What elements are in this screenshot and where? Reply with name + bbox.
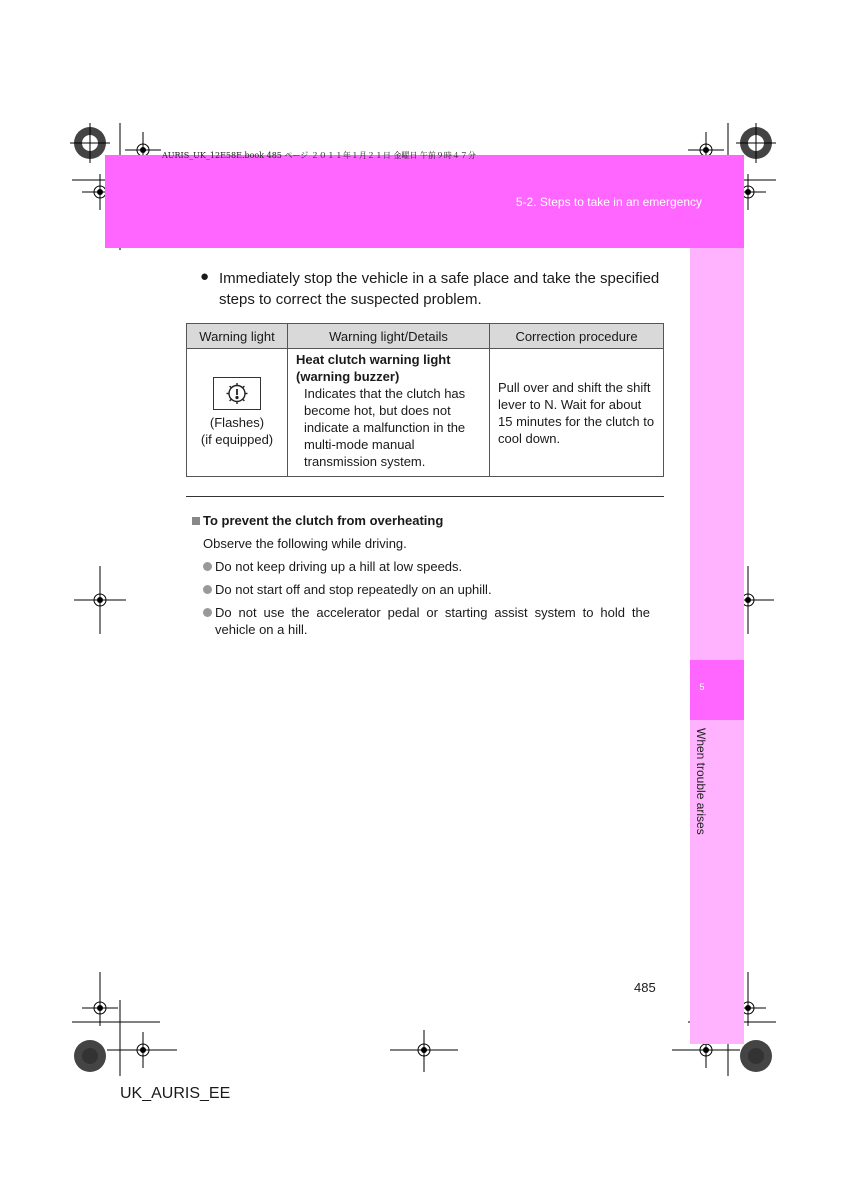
warning-table — [186, 323, 664, 477]
bullet-list — [203, 558, 650, 644]
intro-bullet: ● — [200, 268, 210, 285]
registration-target-bottom-right — [740, 1040, 772, 1072]
col-header-warning-light: Warning light — [187, 324, 288, 349]
registration-target-top-left — [70, 123, 110, 163]
col-header-details: Warning light/Details — [288, 324, 490, 349]
chapter-number: 5 — [699, 682, 705, 692]
table-header-row — [187, 324, 664, 349]
section-heading-text: To prevent the clutch from overheating — [203, 513, 444, 528]
bullet-dot-icon — [203, 608, 212, 617]
details-title: Heat clutch warning light (warning buzzer) — [296, 352, 451, 384]
list-item — [203, 558, 650, 575]
warning-light-cell — [187, 349, 288, 477]
details-body: Indicates that the clutch has become hot, but does not indicate a malfunction in the multi-mode manual transmission system. — [304, 386, 466, 469]
light-caption-flashes: (Flashes) — [209, 415, 265, 430]
page-number: 485 — [634, 980, 656, 995]
section-heading — [192, 513, 443, 528]
clutch-overheat-warning-icon — [213, 377, 261, 410]
list-item-text: Do not start off and stop repeatedly on an uphill. — [215, 582, 492, 597]
divider — [186, 496, 664, 497]
list-item — [203, 604, 650, 638]
square-bullet-icon — [192, 517, 200, 525]
list-item — [203, 581, 650, 598]
light-caption-equipped: (if equipped) — [200, 432, 274, 447]
registration-target-bottom-left — [74, 1040, 106, 1072]
col-header-correction: Correction procedure — [490, 324, 664, 349]
footer-code: UK_AURIS_EE — [120, 1085, 231, 1102]
chapter-label: When trouble arises — [694, 728, 708, 835]
correction-cell: Pull over and shift the shift lever to N. Wait for about 15 minutes for the clutch to cool down. — [490, 349, 664, 477]
details-cell — [288, 349, 490, 477]
list-item-text: Do not keep driving up a hill at low speeds. — [215, 559, 463, 574]
chapter-tab — [690, 248, 744, 1044]
bullet-dot-icon — [203, 562, 212, 571]
bullet-dot-icon — [203, 585, 212, 594]
intro-text: Immediately stop the vehicle in a safe place and take the specified steps to correct the suspected problem. — [219, 270, 660, 308]
section-lead: Observe the following while driving. — [203, 536, 407, 551]
list-item-text: Do not use the accelerator pedal or starting assist system to hold the vehicle on a hill. — [215, 605, 650, 637]
print-meta-line: AURIS_UK_12E58E.book 485 ページ ２０１１年１月２１日 金曜日 午前９時４７分 — [162, 151, 476, 160]
section-title: 5-2. Steps to take in an emergency — [515, 195, 702, 209]
table-row — [187, 349, 664, 477]
